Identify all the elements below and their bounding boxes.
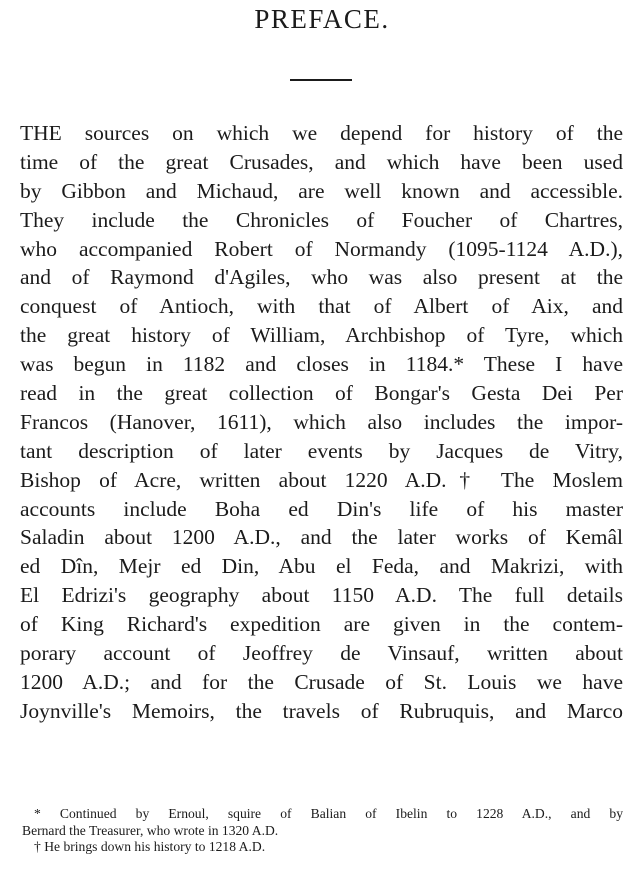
- text-line: THE sources on which we depend for history of the: [20, 121, 623, 145]
- text-line: Francos (Hanover, 1611), which also includes the impor-: [20, 409, 623, 434]
- footnotes: [20, 806, 623, 856]
- page-title: PREFACE.: [254, 4, 390, 34]
- text-line: Saladin about 1200 A.D., and the later works of Kemâl: [20, 525, 623, 550]
- text-line: was begun in 1182 and closes in 1184.* These I have: [20, 352, 623, 377]
- text-line: read in the great collection of Bongar's Gesta Dei Per: [20, 381, 623, 406]
- text-line: conquest of Antioch, with that of Albert of Aix, and: [20, 294, 623, 319]
- text-line: 1200 A.D.; and for the Crusade of St. Louis we have: [20, 669, 623, 694]
- text-line: Bishop of Acre, written about 1220 A.D.† The Moslem: [20, 467, 623, 492]
- text-line: who accompanied Robert of Normandy (1095-1124 A.D.),: [20, 236, 623, 261]
- footnote: † He brings down his history to 1218 A.D.: [34, 839, 266, 854]
- text-line: of King Richard's expedition are given in the contem-: [20, 612, 623, 637]
- title-rule: [290, 79, 352, 81]
- text-line: time of the great Crusades, and which have been used: [20, 149, 623, 174]
- footnote-continuation: Bernard the Treasurer, who wrote in 1320 A.D.: [22, 822, 279, 838]
- text-line: accounts include Boha ed Din's life of his master: [20, 496, 623, 521]
- text-line: by Gibbon and Michaud, are well known and accessible.: [20, 178, 623, 203]
- body-text: [20, 119, 623, 726]
- text-line: and of Raymond d'Agiles, who was also present at the: [20, 265, 623, 290]
- text-line: ed Dîn, Mejr ed Din, Abu el Feda, and Makrizi, with: [20, 554, 623, 579]
- text-line: They include the Chronicles of Foucher of Chartres,: [20, 207, 623, 232]
- text-line: porary account of Jeoffrey de Vinsauf, written about: [20, 641, 623, 666]
- text-line: the great history of William, Archbishop of Tyre, which: [20, 323, 623, 348]
- text-line: tant description of later events by Jacques de Vitry,: [20, 438, 623, 463]
- text-line: El Edrizi's geography about 1150 A.D. The full details: [20, 583, 623, 608]
- footnote: * Continued by Ernoul, squire of Balian of Ibelin to 1228 A.D., and by: [34, 806, 623, 821]
- text-line: Joynville's Memoirs, the travels of Rubruquis, and Marco: [20, 698, 623, 723]
